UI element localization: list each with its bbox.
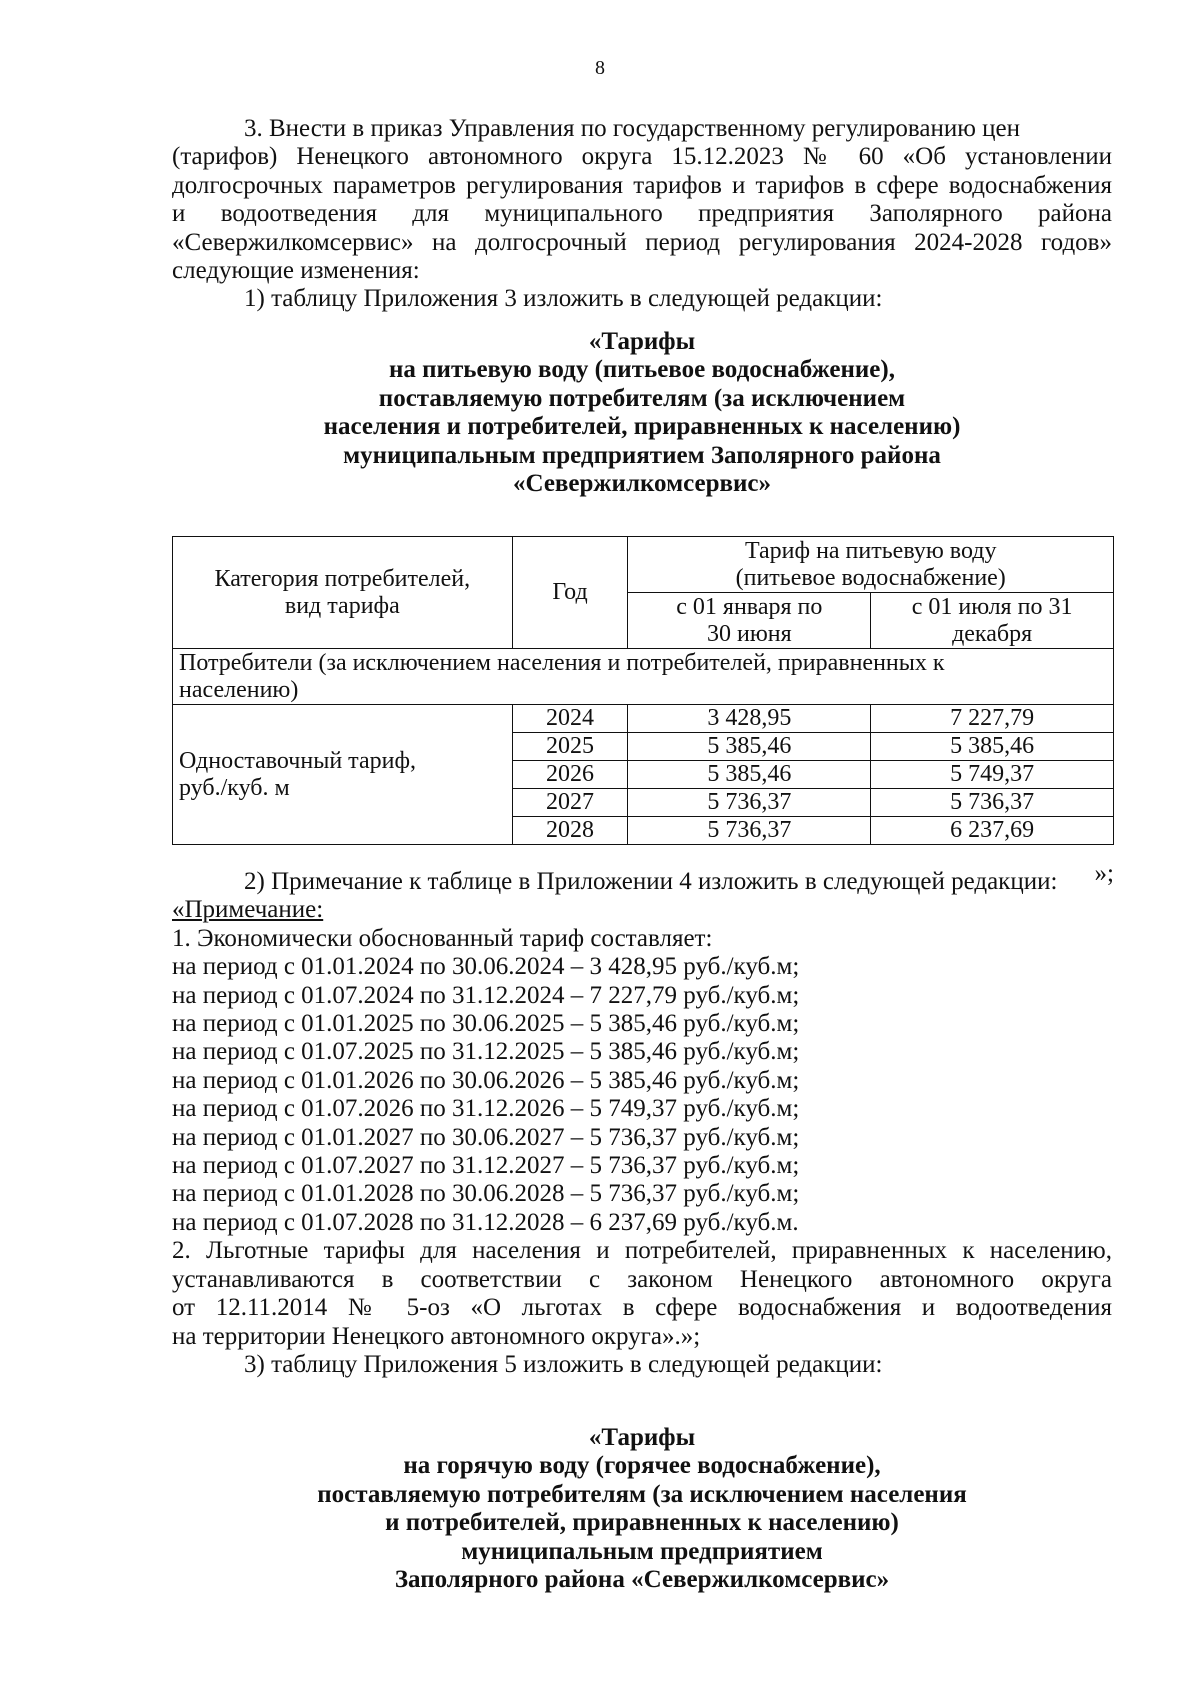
- heading-line: на питьевую воду (питьевое водоснабжение),: [389, 356, 895, 384]
- item-2: 2) Примечание к таблице в Приложении 4 изложить в следующей редакции:: [244, 868, 1058, 895]
- cell-value: 5 385,46: [871, 733, 1114, 761]
- heading-line: Заполярного района «Севержилкомсервис»: [394, 1566, 890, 1594]
- tariff-table: [172, 536, 1114, 845]
- item-3: 3) таблицу Приложения 5 изложить в следующей редакции:: [244, 1350, 883, 1378]
- heading-line: поставляемую потребителям (за исключением: [378, 384, 906, 412]
- header-year: Год: [512, 537, 628, 649]
- cell-value: 5 749,37: [871, 761, 1114, 789]
- cell-year: 2025: [512, 733, 628, 761]
- period-line: на период с 01.01.2027 по 30.06.2027 – 5 736,37 руб./куб.м;: [172, 1123, 800, 1151]
- page-number: 8: [595, 57, 605, 79]
- cell-year: 2027: [512, 789, 628, 817]
- note-2-line: устанавливаются в соответствии с законом Ненецкого автономного округа: [172, 1265, 1112, 1293]
- note-1: 1. Экономически обоснованный тариф составляет:: [172, 924, 713, 952]
- intro-line: следующие изменения:: [172, 257, 420, 285]
- period-line: на период с 01.07.2027 по 31.12.2027 – 5 736,37 руб./куб.м;: [172, 1152, 800, 1180]
- group-label: Потребители (за исключением населения и потребителей, приравненных к населению): [173, 649, 1114, 705]
- heading-line: «Тарифы: [588, 328, 696, 355]
- cell-value: 7 227,79: [871, 705, 1114, 733]
- period-line: на период с 01.01.2028 по 30.06.2028 – 5 736,37 руб./куб.м;: [172, 1180, 800, 1208]
- cell-value: 5 385,46: [628, 733, 871, 761]
- period-line: на период с 01.01.2026 по 30.06.2026 – 5 385,46 руб./куб.м;: [172, 1066, 800, 1094]
- intro-line: долгосрочных параметров регулирования тарифов и тарифов в сфере водоснабжения: [172, 171, 1112, 199]
- item-1: 1) таблицу Приложения 3 изложить в следующей редакции:: [244, 285, 883, 313]
- note-2-line: на территории Ненецкого автономного округа».»;: [172, 1322, 701, 1350]
- heading-line: населения и потребителей, приравненных к населению): [323, 413, 961, 441]
- cell-value: 3 428,95: [628, 705, 871, 733]
- heading-line: на горячую воду (горячее водоснабжение),: [403, 1452, 881, 1480]
- heading-line: и потребителей, приравненных к населению): [385, 1509, 899, 1537]
- note-2-line: от 12.11.2014 № 5-оз «О льготах в сфере водоснабжения и водоотведения: [172, 1294, 1112, 1322]
- cell-year: 2028: [512, 817, 628, 845]
- intro-line: (тарифов) Ненецкого автономного округа 15.12.2023 № 60 «Об установлении: [172, 143, 1112, 171]
- header-tariff: Тариф на питьевую воду (питьевое водоснабжение): [628, 537, 1114, 593]
- cell-year: 2026: [512, 761, 628, 789]
- intro-line: и водоотведения для муниципального предприятия Заполярного района: [172, 200, 1112, 228]
- heading-hot-water: [172, 1424, 1112, 1594]
- table-close-quote: »;: [1094, 860, 1114, 887]
- row-label: Одноставочный тариф, руб./куб. м: [173, 705, 513, 845]
- heading-drinking-water: [172, 328, 1112, 498]
- period-line: на период с 01.01.2025 по 30.06.2025 – 5 385,46 руб./куб.м;: [172, 1010, 800, 1038]
- heading-line: муниципальным предприятием Заполярного района: [343, 441, 941, 469]
- cell-value: 5 736,37: [628, 789, 871, 817]
- header-period-1: с 01 января по 30 июня: [628, 593, 871, 649]
- period-line: на период с 01.07.2028 по 31.12.2028 – 6 237,69 руб./куб.м.: [172, 1208, 799, 1236]
- cell-value: 6 237,69: [871, 817, 1114, 845]
- note-title: «Примечание:: [172, 896, 324, 924]
- intro-block: [172, 115, 1112, 314]
- cell-year: 2024: [512, 705, 628, 733]
- header-category: Категория потребителей, вид тарифа: [173, 537, 513, 649]
- note-block: [172, 868, 1112, 1379]
- cell-value: 5 736,37: [628, 817, 871, 845]
- period-line: на период с 01.07.2026 по 31.12.2026 – 5 749,37 руб./куб.м;: [172, 1095, 800, 1123]
- cell-value: 5 385,46: [628, 761, 871, 789]
- note-2-line: 2. Льготные тарифы для населения и потребителей, приравненных к населению,: [172, 1237, 1112, 1265]
- heading-line: «Тарифы: [588, 1424, 696, 1451]
- period-line: на период с 01.01.2024 по 30.06.2024 – 3 428,95 руб./куб.м;: [172, 953, 800, 981]
- heading-line: муниципальным предприятием: [461, 1537, 823, 1565]
- heading-line: «Севержилкомсервис»: [512, 470, 772, 498]
- intro-line: «Севержилкомсервис» на долгосрочный период регулирования 2024-2028 годов»: [172, 228, 1112, 256]
- period-line: на период с 01.07.2024 по 31.12.2024 – 7 227,79 руб./куб.м;: [172, 981, 800, 1009]
- cell-value: 5 736,37: [871, 789, 1114, 817]
- intro-line: 3. Внести в приказ Управления по государственному регулированию цен: [244, 115, 1020, 142]
- header-period-2: с 01 июля по 31 декабря: [871, 593, 1114, 649]
- period-line: на период с 01.07.2025 по 31.12.2025 – 5 385,46 руб./куб.м;: [172, 1038, 800, 1066]
- heading-line: поставляемую потребителям (за исключением населения: [317, 1480, 967, 1508]
